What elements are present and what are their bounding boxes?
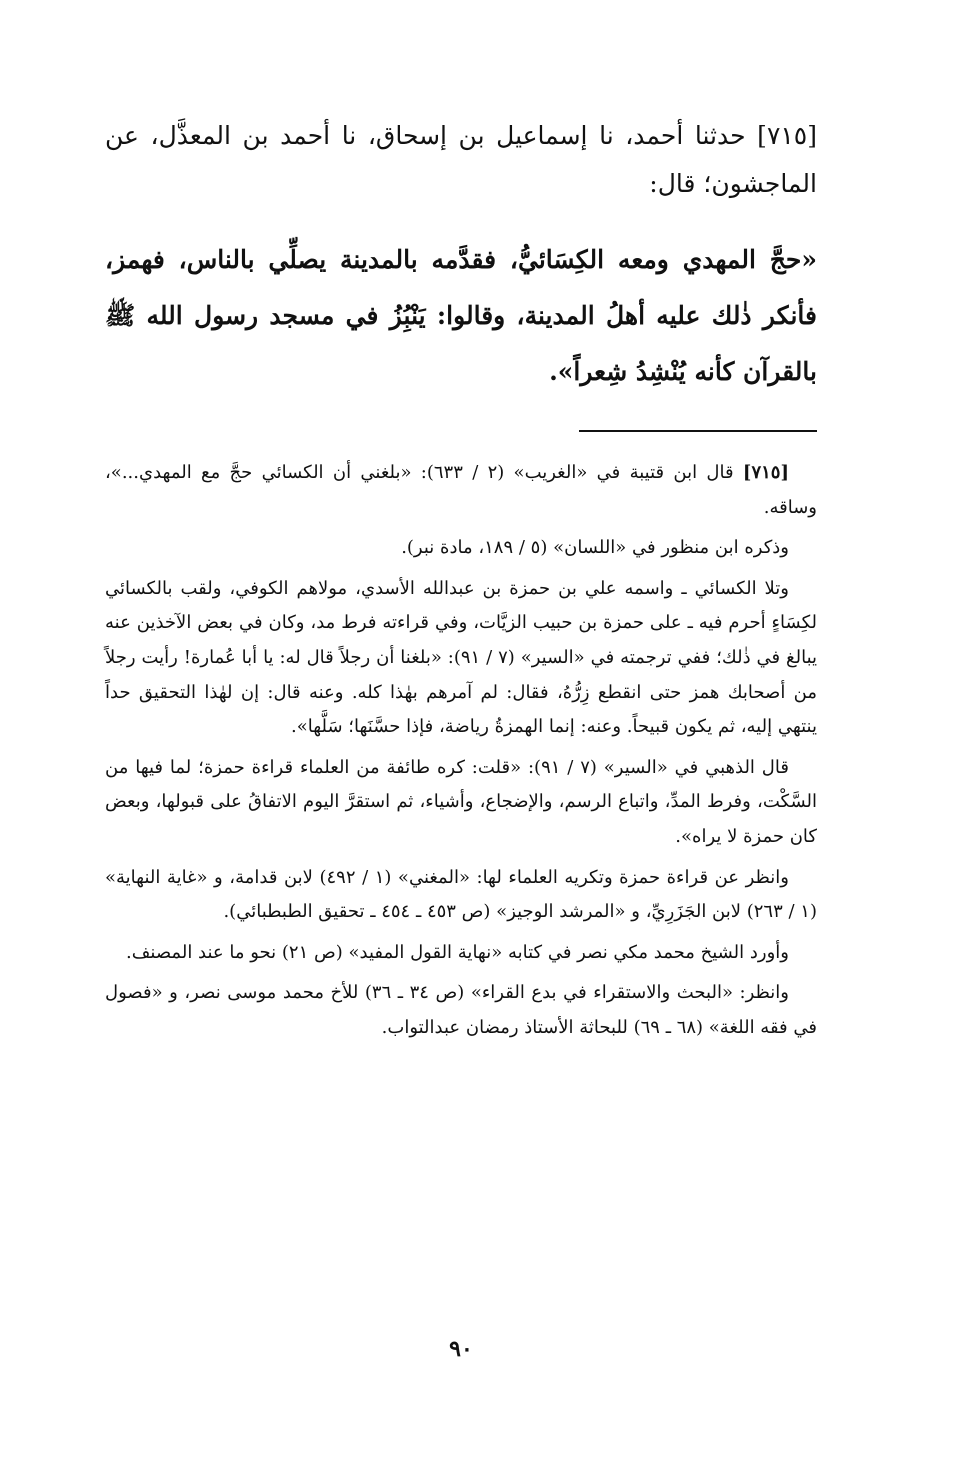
footnote-separator	[579, 430, 817, 432]
footnotes	[105, 456, 817, 1052]
footnote-text: قال ابن قتيبة في «الغريب» (٢ / ٦٣٣): «بلغني أن الكسائي حجَّ مع المهدي...»، وساقه.	[105, 462, 817, 518]
footnote-paragraph: وأورد الشيخ محمد مكي نصر في كتابه «نهاية القول المفيد» (ص ٢١) نحو ما عند المصنف.	[126, 941, 789, 963]
footnote-paragraph: وانظر عن قراءة حمزة وتكريه العلماء لها: «المغني» (١ / ٤٩٢) لابن قدامة، و «غاية النهاية» (١ / ٢٦٣) لابن الجَزَرِيِّ، و «المرشد الوجيز» (ص ٤٥٣ ـ ٤٥٤ ـ تحقيق الطبطبائي).	[105, 866, 817, 923]
footnote-paragraph	[105, 456, 817, 525]
footnote-paragraph: وتلا الكسائي ـ واسمه علي بن حمزة بن عبدالله الأسدي، مولاهم الكوفي، ولقب بالكسائي لكِسَاءٍ أحرم فيه ـ على حمزة بن حبيب الزيَّات، وفي قراءته فرط مد، وكان في بعض الآخذين عنه يبالغ في ذٰلك؛ ففي ترجمته في «السير» (٧ / ٩١): «بلغنا أن رجلاً قال له: يا أبا عُمارة! رأيت رجلاً من أصحابك همز حتى انقطع زِرُّهُ، فقال: لم آمرهم بهٰذا كله. وعنه قال: إن لهٰذا التحقيق حداً ينتهي إليه، ثم يكون قبيحاً. وعنه: إنما الهمزةُ رياضة، فإذا حسَّنَها؛ سَلَّها».	[105, 577, 818, 738]
page-number: ٩٠	[449, 1336, 473, 1362]
isnad-text: حدثنا أحمد، نا إسماعيل بن إسحاق، نا أحمد بن المعذَّل، عن الماجشون؛ قال:	[105, 121, 817, 198]
footnote-paragraph: وانظر: «البحث والاستقراء في بدع القراء» (ص ٣٤ ـ ٣٦) للأخ محمد موسى نصر، و «فصول في فقه اللغة» (٦٨ ـ ٦٩) للبحاثة الأستاذ رمضان عبدالتواب.	[105, 982, 817, 1038]
hadith-entry	[105, 112, 817, 208]
hadith-quote: «حجَّ المهدي ومعه الكِسَائيُّ، فقدَّمه بالمدينة يصلِّي بالناس، فهمز، فأنكر ذٰلك عليه أهلُ المدينة، وقالوا: يَنْبُِزُ في مسجد رسول الله ﷺ بالقرآن كأنه يُنْشِدُ شِعراً».	[105, 245, 817, 386]
entry-number: [٧١٥]	[757, 121, 817, 150]
book-page	[105, 0, 817, 1480]
footnote-number: [٧١٥]	[742, 462, 789, 483]
footnote-paragraph: وذكره ابن منظور في «اللسان» (٥ / ١٨٩، مادة نبر).	[401, 537, 789, 559]
footnote-paragraph: قال الذهبي في «السير» (٧ / ٩١): «قلت: كره طائفة من العلماء قراءة حمزة؛ لما فيها من السَّكْت، وفرط المدِّ، واتباع الرسم، والإضجاع، وأشياء، ثم استقرَّ اليوم الاتفاقُ على قبولها، وبعض كان حمزة لا يراه».	[105, 756, 817, 847]
